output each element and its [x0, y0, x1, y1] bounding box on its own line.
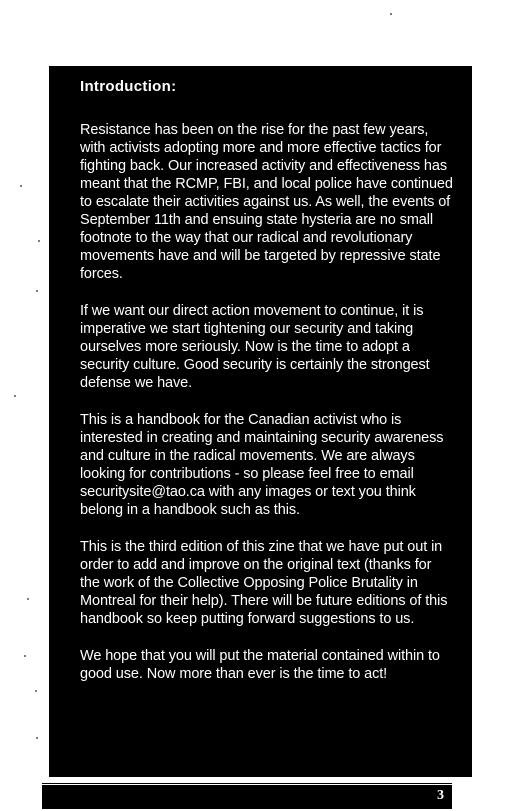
scan-speck — [27, 598, 29, 600]
section-heading: Introduction: — [80, 78, 177, 95]
paragraph-5: We hope that you will put the material contained within to good use. Now more than ever is the time to act! — [80, 648, 440, 682]
paragraph-4: This is the third edition of this zine that we have put out in order to add and improve on the original text (thanks for the work of the Collective Opposing Police Brutality in Montreal for their help). There will be future editions of this handbook so keep putting forward suggestions to us. — [80, 539, 448, 627]
paragraph-1: Resistance has been on the rise for the past few years, with activists adopting more and more effective tactics for fighting back. Our increased activity and effectiveness has meant that the RCMP, FBI, and local police have continued to escalate their activities against us. As well, the events of September 11th and ensuing state hysteria are no small footnote to the way that our radical and revolutionary movements have and will be targeted by repressive state forces. — [80, 122, 453, 282]
scan-speck — [36, 737, 38, 739]
paragraph-3: This is a handbook for the Canadian activist who is interested in creating and maintaining security awareness and culture in the radical movements. We are always looking for contributions - so please feel free to email securitysite@tao.ca with any images or text you think belong in a handbook such as this. — [80, 412, 444, 518]
scan-speck — [390, 13, 392, 15]
page-content — [80, 76, 455, 702]
scan-speck — [38, 240, 40, 242]
scan-speck — [20, 185, 22, 187]
scan-speck — [35, 690, 37, 692]
page-number: 3 — [437, 788, 444, 803]
scan-speck — [24, 655, 26, 657]
footer-bar — [42, 785, 452, 809]
scan-speck — [14, 395, 16, 397]
paragraph-2: If we want our direct action movement to continue, it is imperative we start tightening our security and taking ourselves more seriously. Now is the time to adopt a security culture. Good security is certainly the strongest defense we have. — [80, 303, 430, 391]
scan-speck — [36, 290, 38, 292]
footer-rule — [42, 783, 452, 784]
